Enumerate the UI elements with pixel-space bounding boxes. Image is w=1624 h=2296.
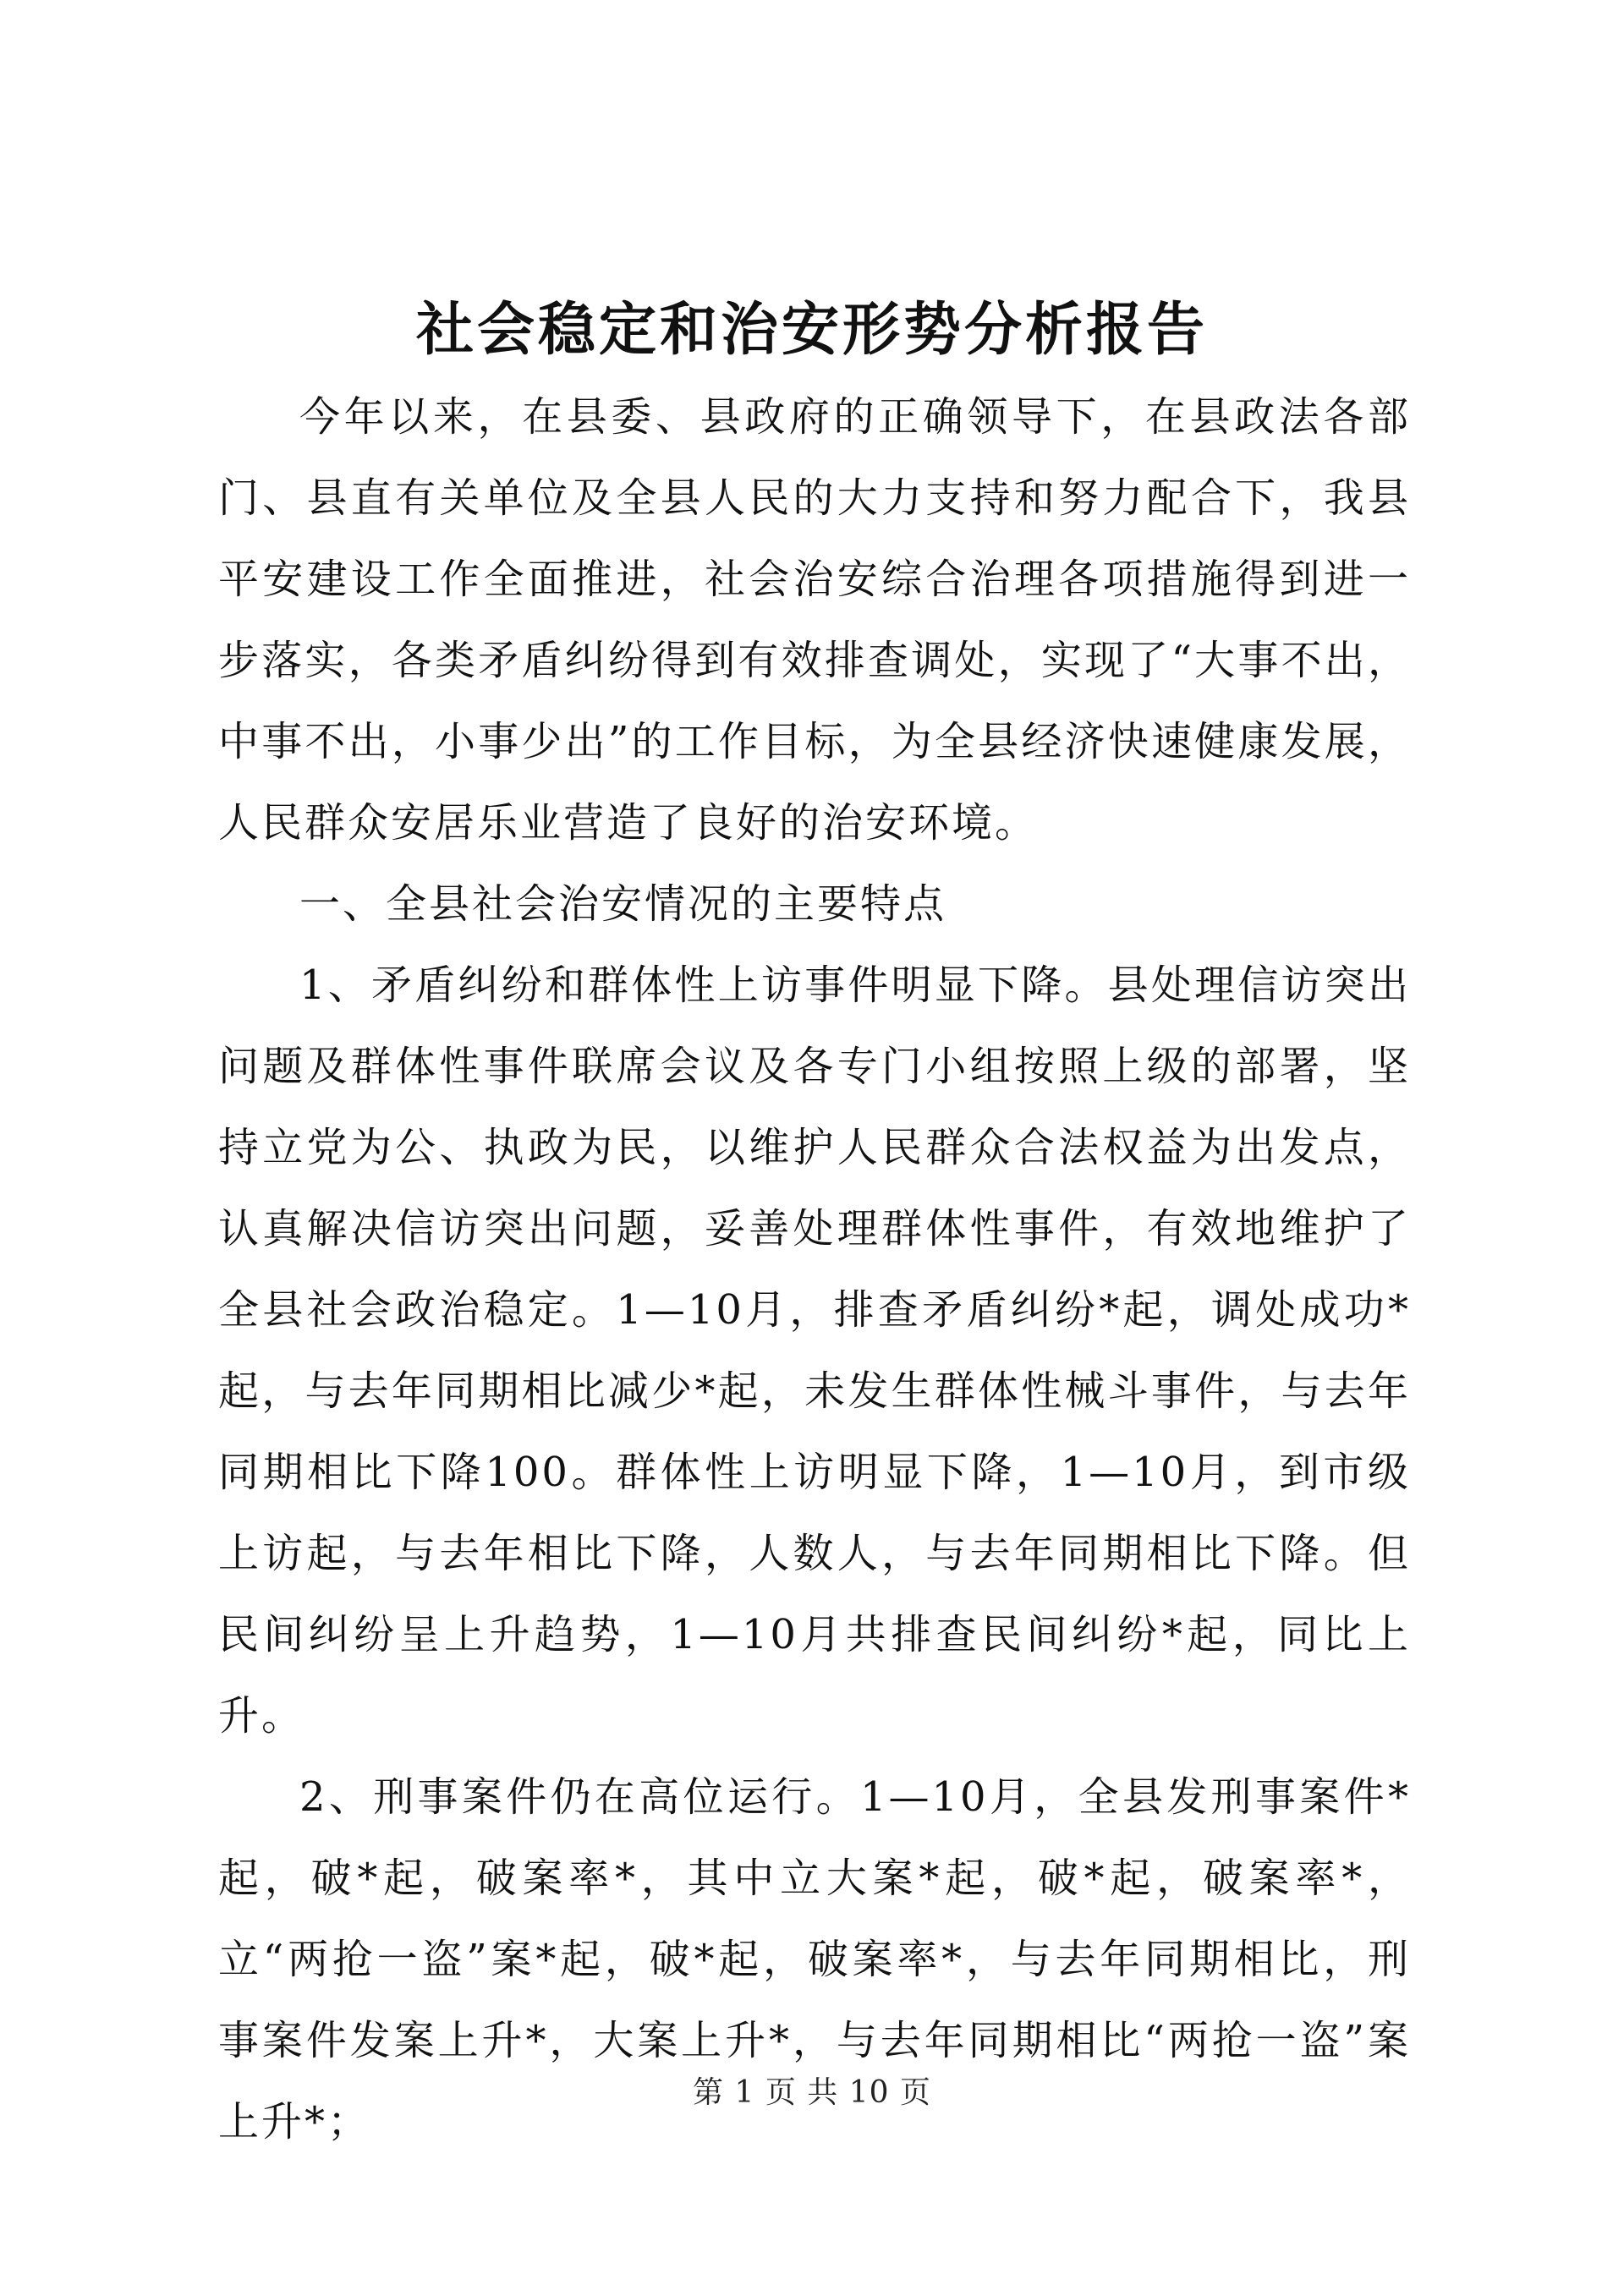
intro-paragraph: 今年以来，在县委、县政府的正确领导下，在县政法各部门、县直有关单位及全县人民的大力支持和努力配合下，我县平安建设工作全面推进，社会治安综合治理各项措施得到进一步落实，各类矛盾纠纷得到有效排查调处，实现了“大事不出，中事不出，小事少出”的工作目标，为全县经济快速健康发展，人民群众安居乐业营造了良好的治安环境。 xyxy=(218,393,1411,847)
point-1-paragraph: 1、矛盾纠纷和群体性上访事件明显下降。县处理信访突出问题及群体性事件联席会议及各专门小组按照上级的部署，坚持立党为公、执政为民，以维护人民群众合法权益为出发点，认真解决信访突出问题，妥善处理群体性事件，有效地维护了全县社会政治稳定。1—10月，排查矛盾纠纷*起，调处成功*起，与去年同期相比减少*起，未发生群体性械斗事件，与去年同期相比下降100。群体性上访明显下降，1—10月，到市级上访起，与去年相比下降，人数人，与去年同期相比下降。但民间纠纷呈上升趋势，1—10月共排查民间纠纷*起，同比上升。 xyxy=(218,962,1411,1740)
page-footer: 第 1 页 共 10 页 xyxy=(693,2075,931,2110)
point-2-paragraph: 2、刑事案件仍在高位运行。1—10月，全县发刑事案件*起，破*起，破案率*，其中立大案*起，破*起，破案率*，立“两抢一盗”案*起，破*起，破案率*，与去年同期相比，刑事案件发案上升*，大案上升*，与去年同期相比“两抢一盗”案上升*； xyxy=(218,1773,1411,2145)
document-title: 社会稳定和治安形势分析报告 xyxy=(415,296,1208,364)
section-heading: 一、全县社会治安情况的主要特点 xyxy=(299,880,947,928)
document-body xyxy=(218,376,1411,2162)
